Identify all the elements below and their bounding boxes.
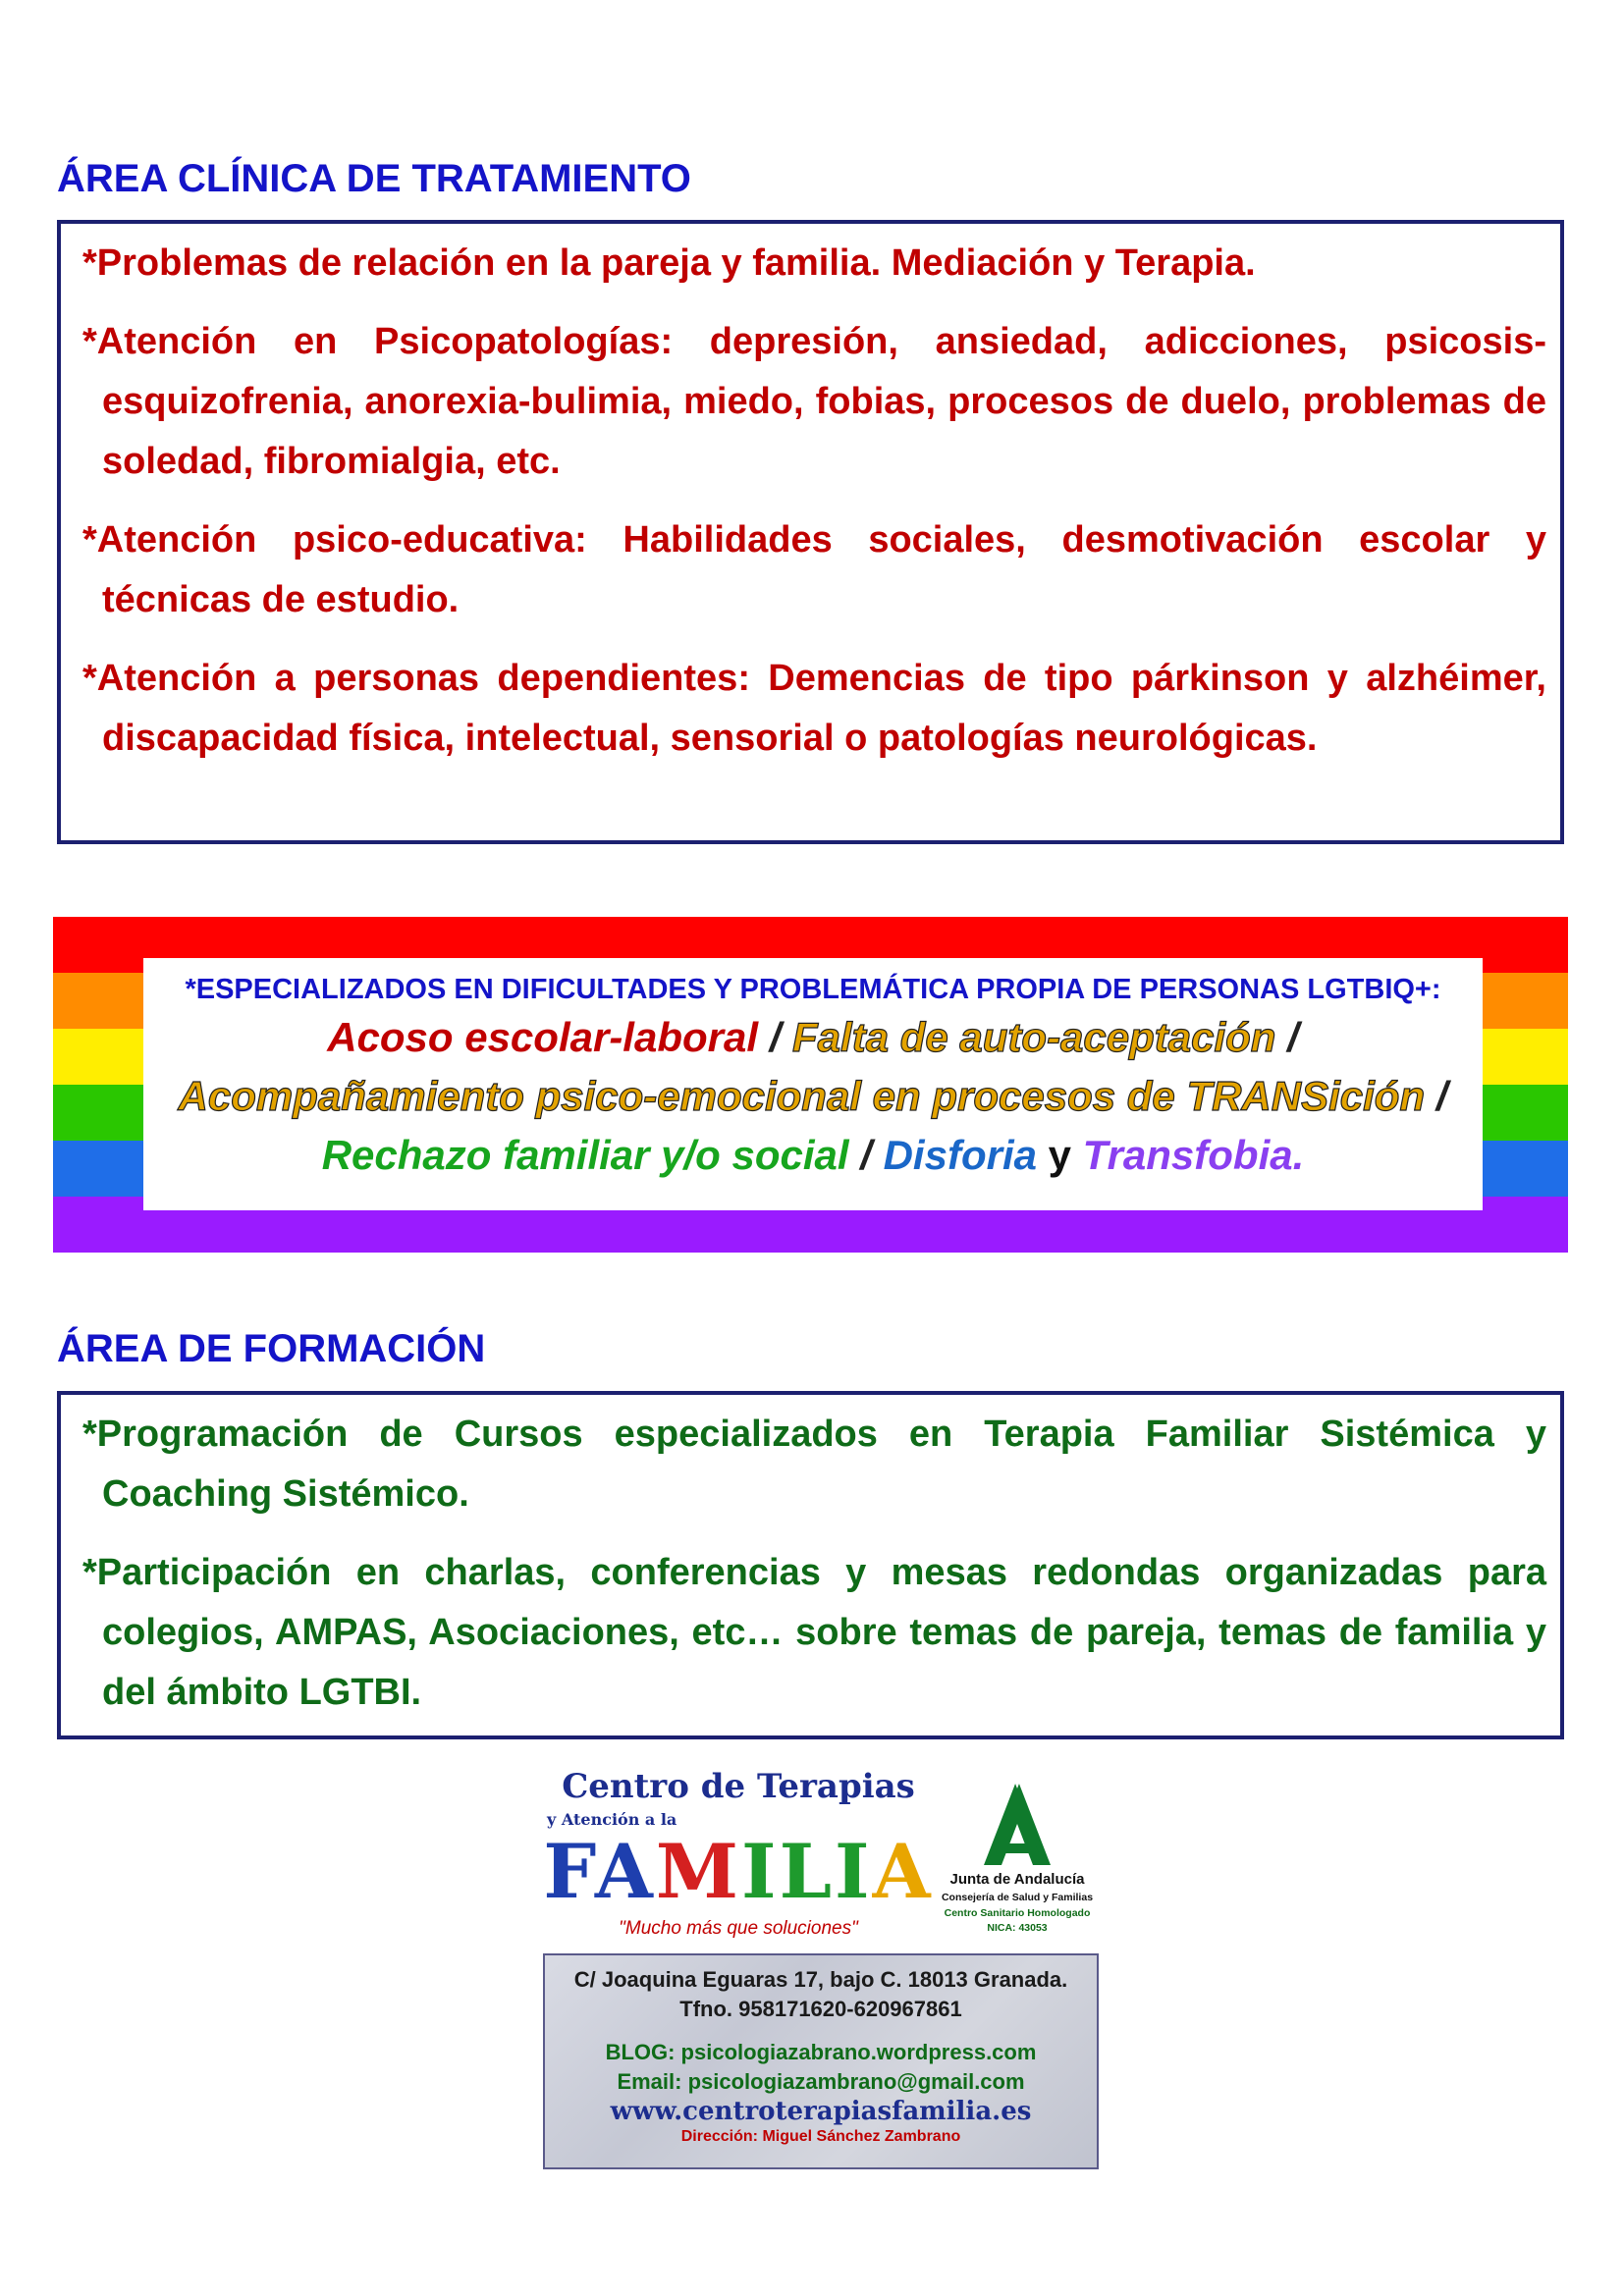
contact-director: Dirección: Miguel Sánchez Zambrano bbox=[680, 2128, 961, 2145]
lgbt-topic: Acompañamiento psico-emocional en procesos de TRANSición bbox=[178, 1073, 1426, 1119]
contact-website: www.centroterapiasfamilia.es bbox=[610, 2097, 1032, 2126]
clinical-box bbox=[57, 220, 1564, 844]
training-item: *Participación en charlas, conferencias y mesas redondas organizadas para colegios, AMPAS, Asociaciones, etc… sobre temas de pareja, temas de familia y del ámbito LGTBI. bbox=[82, 1552, 1546, 1713]
lgbt-topic: Falta de auto-aceptación bbox=[792, 1014, 1276, 1060]
contact-email: Email: psicologiazambrano@gmail.com bbox=[617, 2069, 1025, 2094]
separator: / bbox=[1435, 1073, 1448, 1119]
contact-phone: Tfno. 958171620-620967861 bbox=[679, 1997, 962, 2021]
contact-blog: BLOG: psicologiazabrano.wordpress.com bbox=[605, 2040, 1037, 2064]
logo-word bbox=[542, 1828, 935, 1915]
lgbt-title: *ESPECIALIZADOS EN DIFICULTADES Y PROBLEMÁTICA PROPIA DE PERSONAS LGTBIQ+: bbox=[185, 974, 1441, 1005]
clinical-item: *Atención en Psicopatologías: depresión, ansiedad, adicciones, psicosis-esquizofrenia, anorexia-bulimia, miedo, fobias, procesos de duelo, problemas de soledad, fibromialgia, etc. bbox=[82, 321, 1546, 482]
logo-subtitle: y Atención a la bbox=[547, 1810, 677, 1829]
junta-a-icon bbox=[919, 1775, 1115, 1871]
lgbt-line-2 bbox=[143, 1067, 1483, 1126]
logo-word-part: M bbox=[655, 1828, 742, 1915]
training-box bbox=[57, 1391, 1564, 1739]
clinical-heading: ÁREA CLÍNICA DE TRATAMIENTO bbox=[57, 157, 691, 200]
lgbt-topic: Acoso escolar-laboral bbox=[327, 1014, 759, 1060]
lgbt-card bbox=[143, 958, 1483, 1210]
junta-nica: NICA: 43053 bbox=[987, 1922, 1048, 1934]
logo-title: Centro de Terapias bbox=[562, 1767, 915, 1806]
separator: / bbox=[860, 1132, 872, 1178]
training-item: *Programación de Cursos especializados en Terapia Familiar Sistémica y Coaching Sistémico. bbox=[82, 1414, 1546, 1515]
logo-word-part: ILI bbox=[741, 1828, 873, 1915]
lgbt-line-1 bbox=[143, 1008, 1483, 1067]
lgbt-topic: Disforia bbox=[883, 1132, 1037, 1178]
logo-word-part: FA bbox=[543, 1828, 656, 1915]
clinical-item: *Atención psico-educativa: Habilidades sociales, desmotivación escolar y técnicas de estudio. bbox=[82, 519, 1546, 620]
junta-logo bbox=[919, 1775, 1115, 1942]
junta-name: Junta de Andalucía bbox=[949, 1871, 1085, 1888]
center-logo bbox=[542, 1767, 935, 1944]
lgbt-line-3 bbox=[143, 1126, 1483, 1185]
training-heading: ÁREA DE FORMACIÓN bbox=[57, 1327, 486, 1370]
lgbt-conjunction: y bbox=[1048, 1132, 1071, 1178]
logo-word-part: A bbox=[872, 1828, 934, 1915]
clinical-item: *Atención a personas dependientes: Demencias de tipo párkinson y alzhéimer, discapacidad física, intelectual, sensorial o patologías neurológicas. bbox=[82, 658, 1546, 759]
lgbt-topic: Transfobia. bbox=[1082, 1132, 1305, 1178]
clinical-item: *Problemas de relación en la pareja y familia. Mediación y Terapia. bbox=[82, 242, 1256, 284]
separator: / bbox=[769, 1014, 782, 1060]
contact-box bbox=[543, 1953, 1099, 2169]
contact-address: C/ Joaquina Eguaras 17, bajo C. 18013 Granada. bbox=[573, 1967, 1068, 1992]
separator: / bbox=[1287, 1014, 1299, 1060]
junta-department: Consejería de Salud y Familias bbox=[941, 1892, 1094, 1903]
logo-tagline: "Mucho más que soluciones" bbox=[619, 1918, 858, 1939]
junta-center: Centro Sanitario Homologado bbox=[944, 1907, 1091, 1919]
lgbt-topic: Rechazo familiar y/o social bbox=[321, 1132, 849, 1178]
